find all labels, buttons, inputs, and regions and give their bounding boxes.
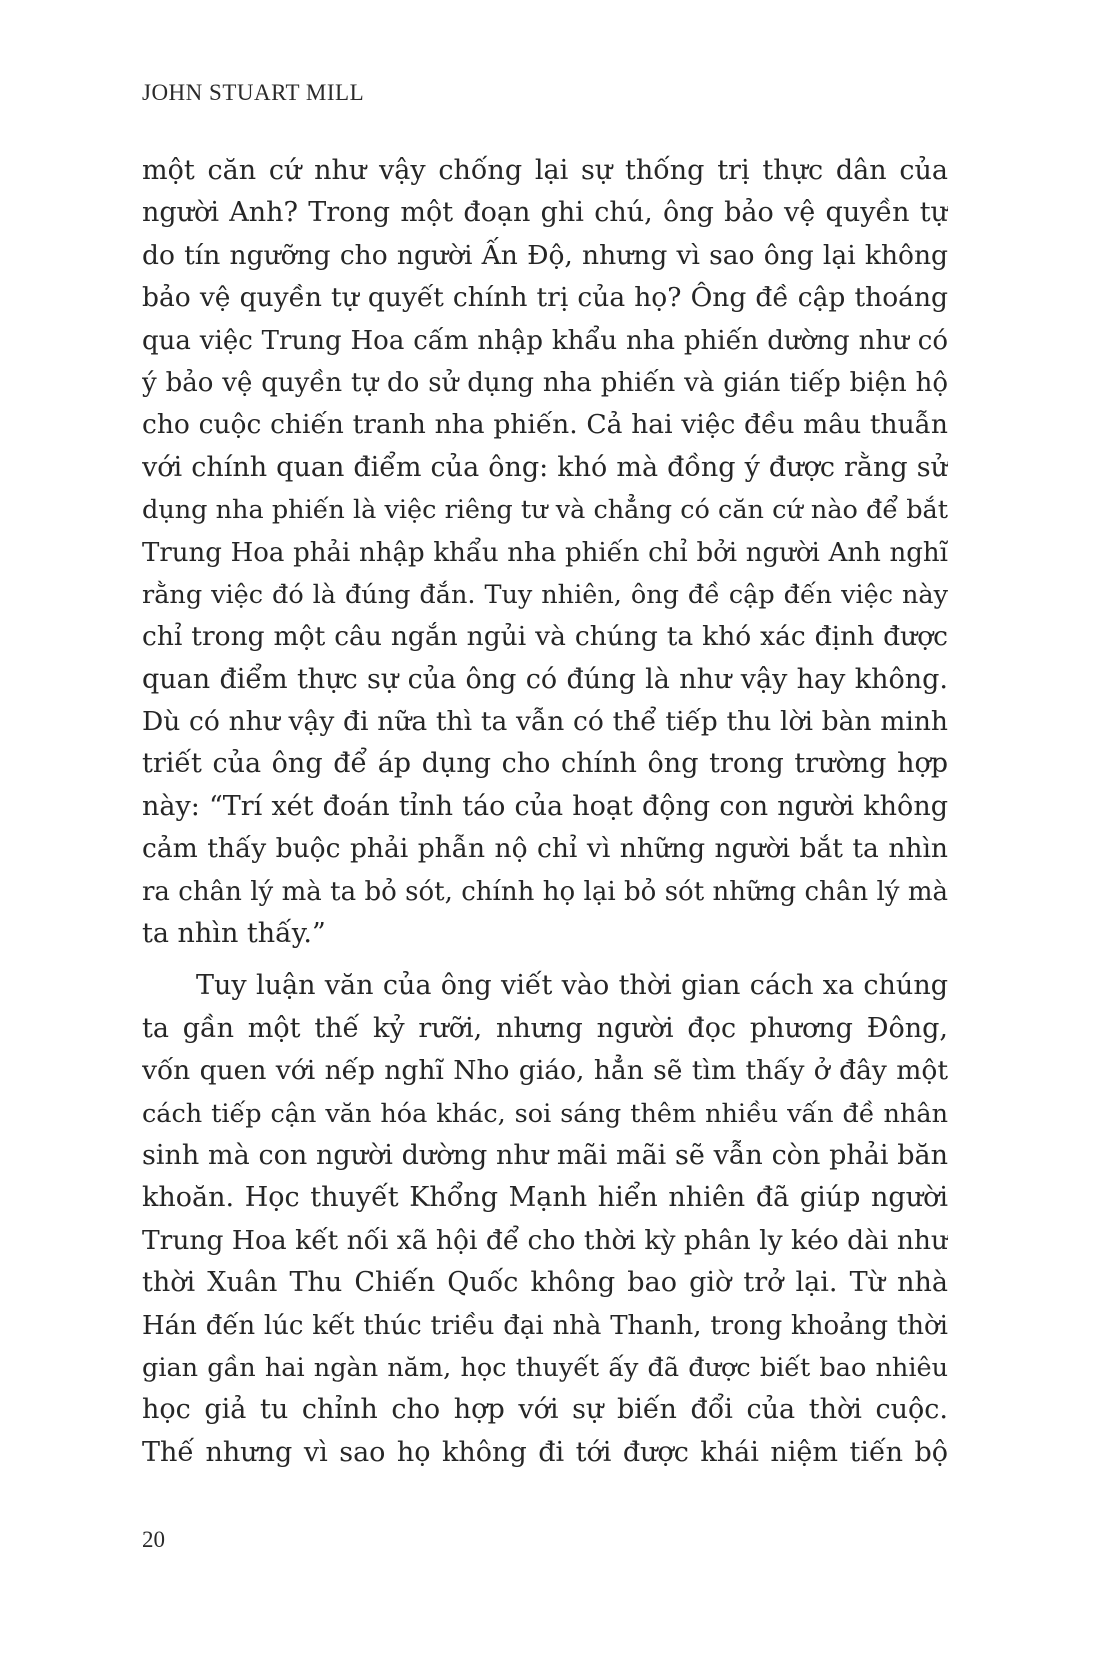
text-line: Trung Hoa phải nhập khẩu nha phiến chỉ bởi người Anh nghĩ — [142, 537, 948, 568]
text-line: ra chân lý mà ta bỏ sót, chính họ lại bỏ sót những chân lý mà — [142, 876, 948, 907]
text-line: qua việc Trung Hoa cấm nhập khẩu nha phiến dường như có — [142, 325, 948, 356]
text-line: cảm thấy buộc phải phẫn nộ chỉ vì những người bắt ta nhìn — [142, 833, 948, 865]
text-line: cho cuộc chiến tranh nha phiến. Cả hai việc đều mâu thuẫn — [142, 409, 948, 441]
text-line: sinh mà con người dường như mãi mãi sẽ vẫn còn phải băn — [142, 1139, 948, 1171]
text-line: cách tiếp cận văn hóa khác, soi sáng thêm nhiều vấn đề nhân — [142, 1098, 948, 1129]
text-line: chỉ trong một câu ngắn ngủi và chúng ta khó xác định được — [142, 621, 948, 653]
text-line: người Anh? Trong một đoạn ghi chú, ông bảo vệ quyền tự — [142, 197, 948, 229]
text-line: ý bảo vệ quyền tự do sử dụng nha phiến và gián tiếp biện hộ — [142, 367, 948, 398]
text-line: Trung Hoa kết nối xã hội để cho thời kỳ phân ly kéo dài như — [142, 1224, 948, 1256]
paragraph-gap — [142, 955, 948, 965]
page-number: 20 — [142, 1527, 165, 1552]
text-line: do tín ngưỡng cho người Ấn Độ, nhưng vì sao ông lại không — [142, 239, 948, 271]
text-line: Thế nhưng vì sao họ không đi tới được khái niệm tiến bộ — [142, 1436, 948, 1468]
body-text — [142, 150, 948, 1474]
text-line: Hán đến lúc kết thúc triều đại nhà Thanh, trong khoảng thời — [142, 1310, 948, 1341]
running-head: JOHN STUART MILL — [142, 80, 365, 105]
text-line: học giả tu chỉnh cho hợp với sự biến đổi của thời cuộc. — [142, 1394, 948, 1426]
paragraph — [142, 965, 948, 1474]
text-line: vốn quen với nếp nghĩ Nho giáo, hẳn sẽ tìm thấy ở đây một — [142, 1055, 948, 1087]
text-line: với chính quan điểm của ông: khó mà đồng ý được rằng sử — [142, 451, 948, 483]
text-line: này: “Trí xét đoán tỉnh táo của hoạt động con người không — [142, 790, 948, 822]
text-line: ta gần một thế kỷ rưỡi, nhưng người đọc phương Đông, — [142, 1012, 948, 1044]
paragraph — [142, 150, 948, 955]
text-line: ta nhìn thấy.” — [142, 918, 326, 950]
text-line: dụng nha phiến là việc riêng tư và chẳng có căn cứ nào để bắt — [142, 495, 948, 526]
text-line: rằng việc đó là đúng đắn. Tuy nhiên, ông đề cập đến việc này — [142, 579, 948, 610]
text-line: một căn cứ như vậy chống lại sự thống trị thực dân của — [142, 155, 948, 186]
text-line: quan điểm thực sự của ông có đúng là như vậy hay không. — [142, 663, 948, 695]
text-line: Tuy luận văn của ông viết vào thời gian cách xa chúng — [196, 970, 948, 1002]
text-line: thời Xuân Thu Chiến Quốc không bao giờ trở lại. Từ nhà — [142, 1267, 948, 1299]
text-line: triết của ông để áp dụng cho chính ông trong trường hợp — [142, 748, 948, 780]
text-line: gian gần hai ngàn năm, học thuyết ấy đã được biết bao nhiêu — [142, 1352, 948, 1383]
text-line: khoăn. Học thuyết Khổng Mạnh hiển nhiên đã giúp người — [142, 1182, 948, 1214]
text-line: Dù có như vậy đi nữa thì ta vẫn có thể tiếp thu lời bàn minh — [142, 706, 948, 738]
text-line: bảo vệ quyền tự quyết chính trị của họ? Ông đề cập thoáng — [142, 282, 948, 314]
